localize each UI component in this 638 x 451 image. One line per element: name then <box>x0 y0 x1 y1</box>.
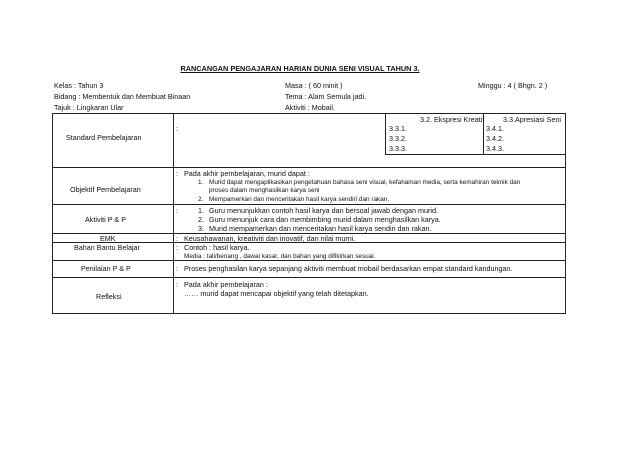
header-aktiviti: Aktiviti : Mobail. <box>285 103 335 112</box>
aktiviti-item-text: Guru menunjukkan contoh hasil karya dan bersoal jawab dengan murid. <box>209 206 438 215</box>
objektif-item-number: 2. <box>198 196 204 203</box>
objektif-intro: Pada akhir pembelajaran, murid dapat : <box>184 169 310 178</box>
table-border-right <box>565 113 566 313</box>
objektif-item-text: Mempamerkan dan menceritakan hasil karya sendiri dan rakan. <box>209 196 390 203</box>
document-title: RANCANGAN PENGAJARAN HARIAN DUNIA SENI VISUAL TAHUN 3. <box>180 64 420 73</box>
aktiviti-item-number: 3. <box>198 224 204 233</box>
bahan-colon: : <box>176 243 178 252</box>
header-masa: Masa : ( 60 minit ) <box>285 81 343 90</box>
standard-col2-item: 3.4.3. <box>486 144 504 153</box>
standard-subcell-bottom <box>385 154 484 155</box>
emk-colon: : <box>176 234 178 243</box>
objektif-label: Objektif Pembelajaran <box>70 185 141 194</box>
aktiviti-item-number: 1. <box>198 206 204 215</box>
aktiviti-colon: : <box>176 206 178 215</box>
standard-col2-item: 3.4.1. <box>486 124 504 133</box>
standard-col1-heading: 3.2. Ekspresi Kreatif <box>420 115 485 124</box>
aktiviti-item-text: Guru menunjuk cara dan membimbing murid dalam menghasilkan karya. <box>209 215 441 224</box>
emk-text: Keusahawanan, kreativiti dan inovatif, dan nilai murni. <box>184 234 356 243</box>
standard-subcolumn-divider <box>385 113 386 154</box>
standard-subcell-bottom <box>483 154 565 155</box>
aktiviti-item-number: 2. <box>198 215 204 224</box>
column-divider <box>173 113 174 313</box>
row-divider <box>52 204 566 205</box>
standard-col1-item: 3.3.3. <box>389 144 407 153</box>
penilaian-label: Penilaian P & P <box>81 264 131 273</box>
table-border-left <box>52 113 53 313</box>
bahan-contoh: Contoh : hasil karya. <box>184 243 250 252</box>
objektif-item-number: 1. <box>198 179 204 186</box>
standard-col2-item: 3.4.2. <box>486 134 504 143</box>
header-kelas: Kelas : Tahun 3 <box>54 81 104 90</box>
standard-colon: : <box>176 124 178 133</box>
table-border-top <box>52 113 566 114</box>
header-minggu: Minggu : 4 ( Bhgn. 2 ) <box>478 81 548 90</box>
refleksi-text: …… murid dapat mencapai objektif yang telah ditetapkan. <box>184 289 369 298</box>
bahan-media: Media : tali/benang , dawai kasar, dan bahan yang difikirkan sesuai. <box>184 253 376 260</box>
objektif-item-text: Murid dapat mengaplikasikan pengetahuan bahasa seni visual, kefahaman media, serta kemahiran teknik dan <box>209 179 521 186</box>
standard-col1-item: 3.3.1. <box>389 124 407 133</box>
header-bidang: Bidang : Membentuk dan Membuat Binaan <box>54 92 191 101</box>
standard-col2-heading: 3.3.Apresiasi Seni <box>503 115 561 124</box>
row-divider <box>52 277 566 278</box>
penilaian-text: Proses penghasilan karya sepanjang aktiviti membuat mobail berdasarkan empat standard kandungan. <box>184 264 513 273</box>
refleksi-intro: Pada akhir pembelajaran : <box>184 280 268 289</box>
objektif-colon: : <box>176 169 178 178</box>
aktiviti-label: Aktiviti P & P <box>85 215 127 224</box>
objektif-item-text-continued: proses dalam menghasilkan karya seni <box>209 187 320 194</box>
penilaian-colon: : <box>176 264 178 273</box>
bahan-label: Bahan Bantu Belajar <box>74 243 140 252</box>
header-tema: Tema : Alam Semula jadi. <box>285 92 367 101</box>
table-border-bottom <box>52 313 566 314</box>
refleksi-label: Refleksi <box>96 292 122 301</box>
aktiviti-item-text: Murid mempamerkan dan menceritakan hasil karya sendiri dan rakan. <box>209 224 432 233</box>
lesson-table <box>52 113 566 414</box>
standard-col1-item: 3.3.2. <box>389 134 407 143</box>
emk-label: EMK <box>100 234 116 243</box>
standard-label: Standard Pembelajaran <box>66 133 142 142</box>
refleksi-colon: : <box>176 280 178 289</box>
row-divider <box>52 167 566 168</box>
header-tajuk: Tajuk : Lingkaran Ular <box>54 103 124 112</box>
